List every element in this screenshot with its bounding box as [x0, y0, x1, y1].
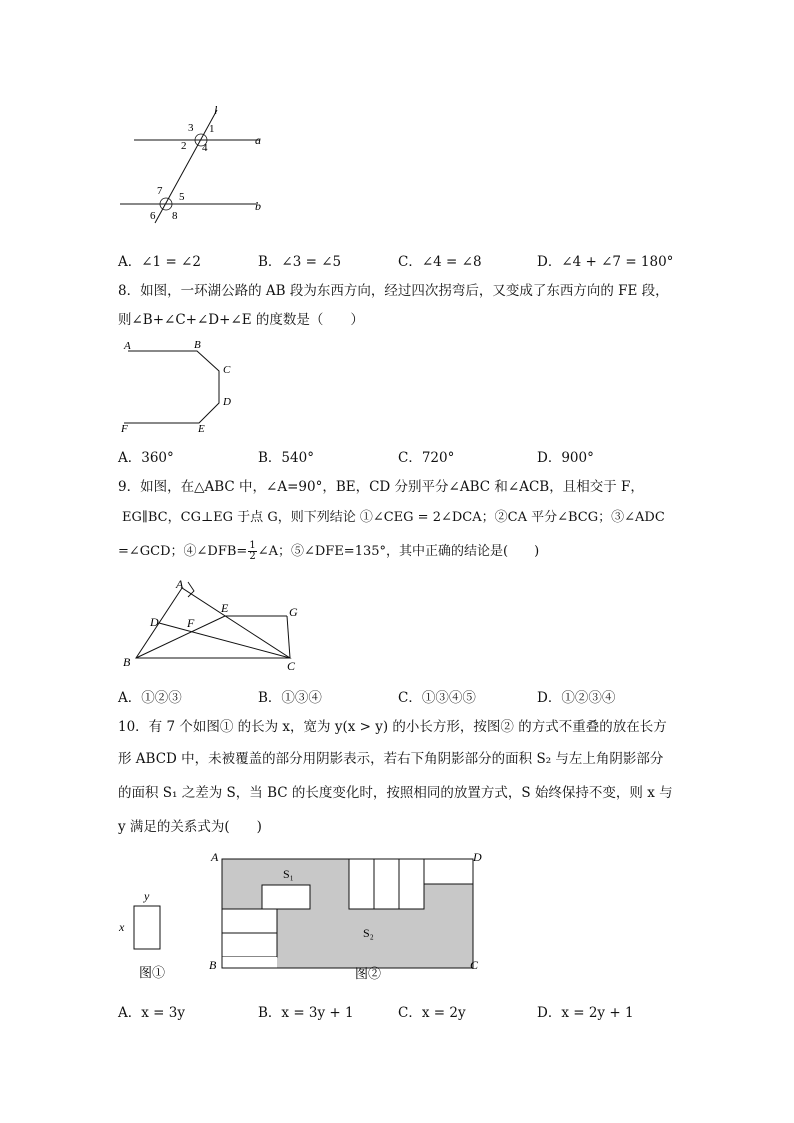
label-C: C: [223, 364, 231, 376]
q8-option-d[interactable]: D．900°: [537, 450, 594, 466]
q8-stem-line2: 则∠B+∠C+∠D+∠E 的度数是（ ）: [118, 312, 364, 328]
angle-3: 3: [188, 122, 194, 134]
label-l: l: [214, 103, 218, 117]
q9-option-c[interactable]: C．①③④⑤: [398, 690, 476, 706]
q8-stem-line1: 8．如图，一环湖公路的 AB 段为东西方向，经过四次拐弯后，又变成了东西方向的 FE 段，: [118, 283, 669, 299]
label-D: D: [150, 615, 159, 629]
small-rectangle: [134, 906, 160, 949]
label-F: F: [187, 616, 195, 630]
q7-option-c[interactable]: C．∠4 = ∠8: [398, 254, 482, 270]
caption-fig2: 图②: [355, 966, 382, 981]
label-A: A: [124, 340, 131, 352]
angle-4: 4: [202, 142, 208, 154]
fraction-half: $\frac{1}{2}$: [249, 540, 256, 562]
rect-bottom-left-gap: [222, 957, 277, 968]
q8-option-c[interactable]: C．720°: [398, 450, 455, 466]
segment-cd: [159, 623, 290, 658]
label-F: F: [121, 423, 128, 435]
label-D: D: [473, 850, 482, 864]
line-l: [155, 110, 217, 223]
angle-1: 1: [209, 123, 215, 135]
q9-figure: [115, 576, 315, 676]
q10-figure-1: [115, 882, 185, 982]
segment-cg: [287, 616, 290, 658]
rect-top-left: [262, 885, 310, 909]
label-E: E: [198, 423, 205, 435]
q10-option-b[interactable]: B．x = 3y + 1: [258, 1005, 354, 1021]
q7-option-a[interactable]: A．∠1 = ∠2: [118, 254, 201, 270]
q7-figure: [110, 100, 280, 230]
q9-option-b[interactable]: B．①③④: [258, 690, 322, 706]
label-B: B: [194, 339, 201, 351]
q9-option-a[interactable]: A．①②③: [118, 690, 182, 706]
label-E: E: [221, 601, 229, 615]
rect-bottom-left-1: [222, 909, 277, 933]
caption-fig1: 图①: [139, 965, 166, 980]
q10-stem-line2: 形 ABCD 中，未被覆盖的部分用阴影表示，若右下角阴影部分的面积 S₂ 与左上角阴影部分: [118, 751, 664, 767]
q8-figure: [115, 335, 250, 435]
q10-option-c[interactable]: C．x = 2y: [398, 1005, 466, 1021]
q7-option-b[interactable]: B．∠3 = ∠5: [258, 254, 342, 270]
label-B: B: [209, 958, 217, 972]
q9-option-d[interactable]: D．①②③④: [537, 690, 616, 706]
rect-vertical-1: [349, 859, 374, 909]
angle-6: 6: [150, 210, 156, 222]
label-x: x: [119, 920, 125, 934]
label-C: C: [287, 659, 296, 673]
label-C: C: [470, 958, 479, 972]
label-D: D: [223, 396, 231, 408]
q10-stem-line4: y 满足的关系式为( ): [118, 819, 262, 835]
label-B: B: [123, 655, 131, 669]
q8-option-b[interactable]: B．540°: [258, 450, 314, 466]
label-s2: S₂: [363, 926, 374, 940]
rect-vertical-3: [399, 859, 424, 909]
q9-stem-line2: EG∥BC，CG⊥EG 于点 G，则下列结论 ①∠CEG = 2∠DCA；②CA 平分∠BCG；③∠ADC: [122, 510, 665, 525]
label-G: G: [289, 605, 298, 619]
angle-8: 8: [172, 210, 178, 222]
label-A: A: [176, 577, 184, 591]
angle-7: 7: [157, 185, 163, 197]
label-A: A: [211, 850, 219, 864]
q8-option-a[interactable]: A．360°: [118, 450, 174, 466]
rect-bottom-left-2: [222, 933, 277, 957]
q10-figure-2: [205, 845, 495, 985]
rect-vertical-2: [374, 859, 399, 909]
road-path: [124, 351, 219, 423]
label-s1: S₁: [283, 867, 294, 881]
q9-stem-line1: 9．如图，在△ABC 中，∠A=90°，BE，CD 分别平分∠ABC 和∠ACB，且相交于 F，: [118, 479, 644, 495]
rect-top-right: [424, 859, 473, 884]
q10-stem-line1: 10．有 7 个如图① 的长为 x，宽为 y(x > y) 的小长方形，按图② 的方式不重叠的放在长方: [118, 719, 667, 735]
angle-5: 5: [179, 191, 185, 203]
q7-option-d[interactable]: D．∠4 + ∠7 = 180°: [537, 254, 674, 270]
angle-2: 2: [181, 140, 187, 152]
label-a: a: [255, 133, 261, 147]
q10-option-d[interactable]: D．x = 2y + 1: [537, 1005, 634, 1021]
q10-option-a[interactable]: A．x = 3y: [118, 1005, 185, 1021]
label-b: b: [255, 199, 261, 213]
q10-stem-line3: 的面积 S₁ 之差为 S，当 BC 的长度变化时，按照相同的放置方式，S 始终保持不变，则 x 与: [118, 785, 673, 801]
q9-stem-line3: =∠GCD；④∠DFB= $\frac{1}{2}$ ∠A；⑤∠DFE=135°，其中正确的结论是( ): [118, 540, 540, 562]
label-y: y: [144, 889, 150, 903]
